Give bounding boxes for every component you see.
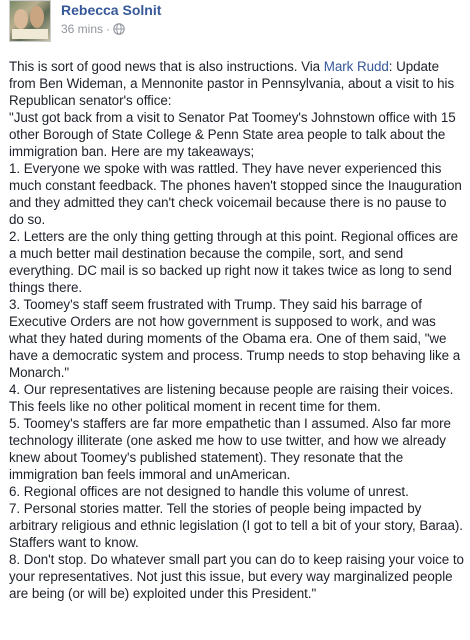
post-intro: This is sort of good news that is also instructions. Via Mark Rudd: Update from Ben Wideman, a Mennonite pastor in Pennsylvania, about a visit to his Republican senator's office: <box>9 59 455 108</box>
post-timestamp[interactable]: 36 mins <box>61 22 104 36</box>
post-body <box>9 58 464 602</box>
takeaway-6: 6. Regional offices are not designed to handle this volume of unrest. <box>9 484 409 499</box>
meta-separator: · <box>106 22 111 36</box>
mark-rudd-link[interactable]: Mark Rudd <box>323 59 389 74</box>
post-header <box>9 0 464 50</box>
globe-icon[interactable] <box>113 23 125 35</box>
takeaway-2: 2. Letters are the only thing getting through at this point. Regional offices are a much better mail destination because the compile, sort, and send everything. DC mail is so backed up right now it takes twice as long to send things there. <box>9 229 459 295</box>
takeaway-5: 5. Toomey's staffers are far more empathetic than I assumed. Also far more technology illiterate (one asked me how to use twitter, and how we already knew about Toomey's published statement). They resonate that the immigration ban feels immoral and unAmerican. <box>9 416 451 482</box>
takeaway-3: 3. Toomey's staff seem frustrated with Trump. They said his barrage of Executive Orders are not how government is supposed to work, and was what they hated during moments of the Obama era. One of them said, "we have a democratic system and process. Trump needs to stop behaving like a Monarch." <box>9 297 461 380</box>
author-avatar[interactable] <box>9 0 51 42</box>
takeaway-8: 8. Don't stop. Do whatever small part you can do to keep raising your voice to your representatives. Not just this issue, but every way marginalized people are being (or will be) exploited under this President." <box>9 552 464 601</box>
takeaway-4: 4. Our representatives are listening because people are raising their voices. This feels like no other political moment in recent time for them. <box>9 382 454 414</box>
post-paragraph: "Just got back from a visit to Senator Pat Toomey's Johnstown office with 15 other Borough of State College & Penn State area people to talk about the immigration ban. Here are my takeaways; <box>9 110 456 159</box>
author-name-link[interactable]: Rebecca Solnit <box>61 2 162 18</box>
takeaway-1: 1. Everyone we spoke with was rattled. They have never experienced this much constant feedback. The phones haven't stopped since the Inauguration and they admitted they can't check voicemail because there is no pause to do so. <box>9 161 462 227</box>
takeaway-7: 7. Personal stories matter. Tell the stories of people being impacted by arbitrary religious and ethnic legislation (I got to tell a bit of your story, Baraa). Staffers want to know. <box>9 501 463 550</box>
post-meta <box>61 22 125 36</box>
